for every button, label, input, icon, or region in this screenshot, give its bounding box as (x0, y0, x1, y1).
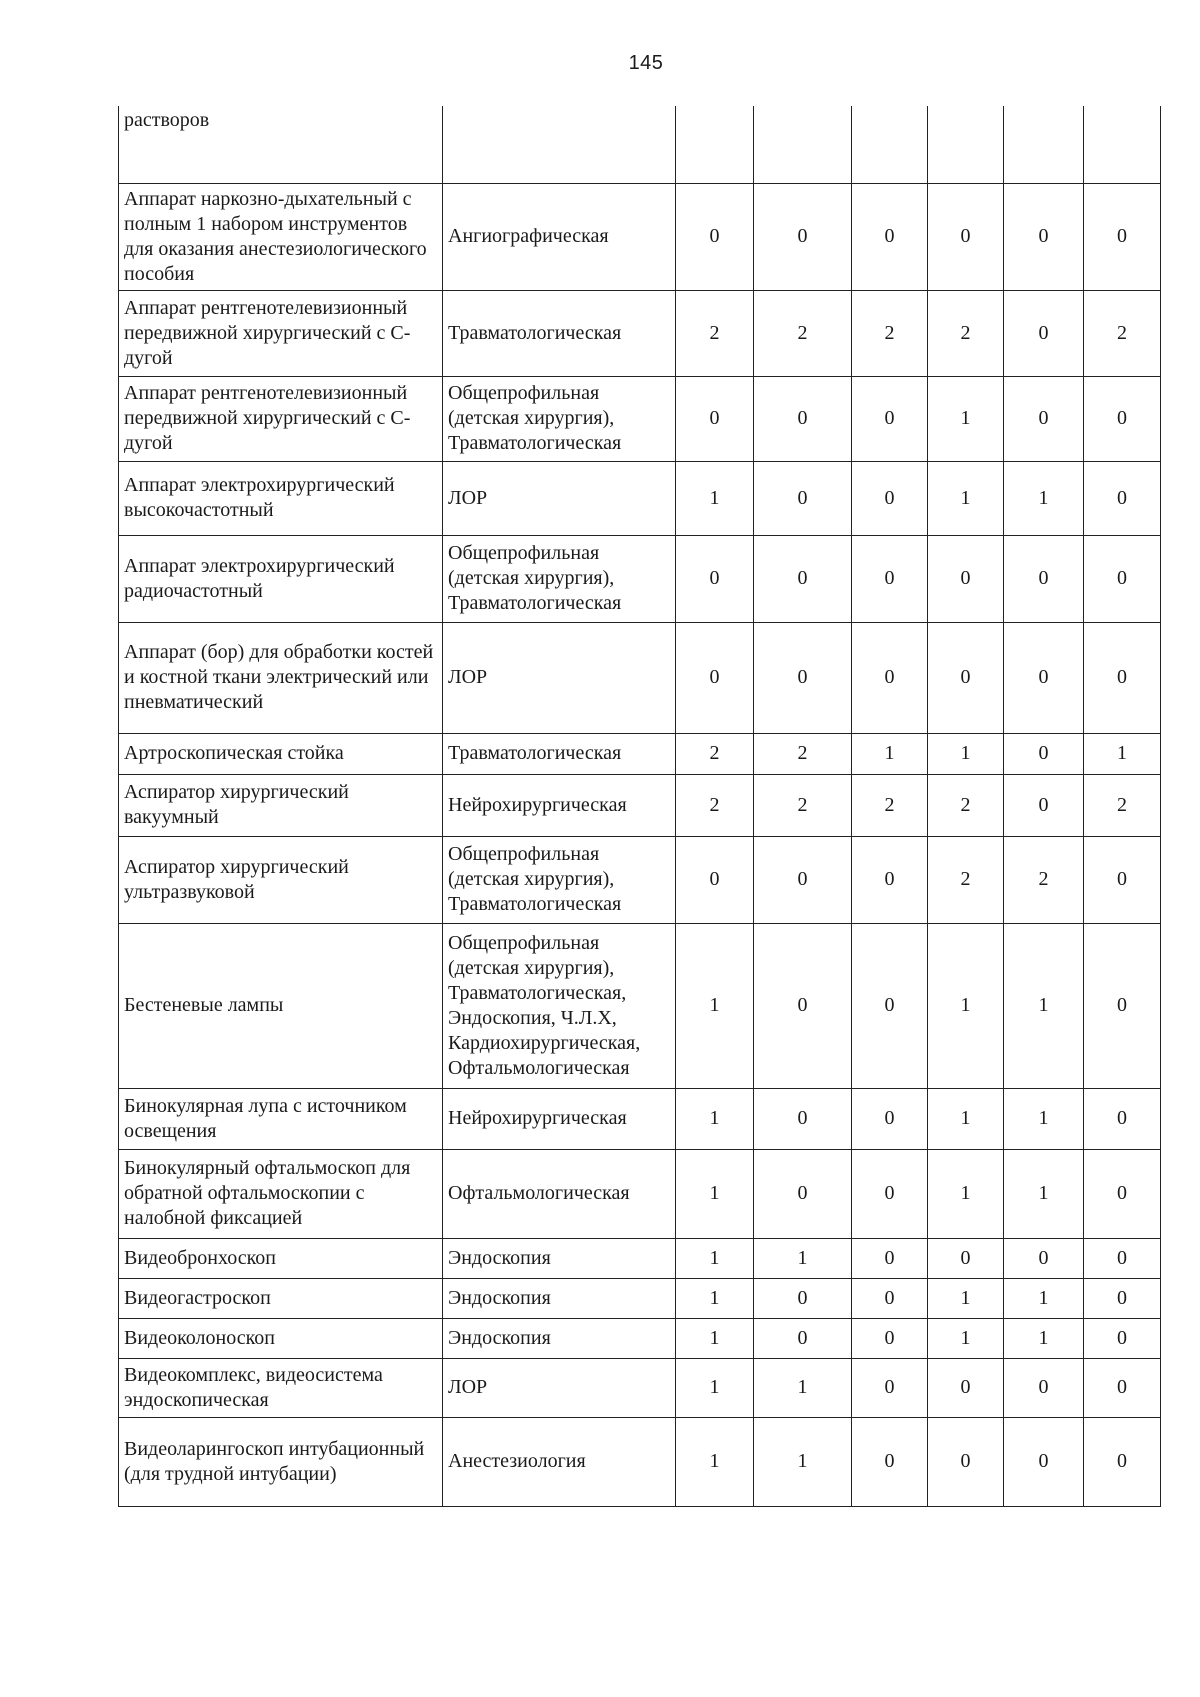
value-cell: 0 (852, 1088, 928, 1149)
equipment-name-cell: Аппарат (бор) для обработки костей и костной ткани электрический или пневматический (119, 622, 443, 733)
value-cell: 0 (852, 1238, 928, 1278)
value-cell: 2 (754, 290, 852, 376)
value-cell: 1 (1004, 1318, 1084, 1358)
department-cell: Общепрофильная (детская хирургия), Травматологическая (443, 836, 676, 923)
value-cell: 1 (676, 1318, 754, 1358)
page-number: 145 (628, 52, 664, 74)
department-cell: Эндоскопия (443, 1318, 676, 1358)
equipment-name-cell: Аспиратор хирургический ультразвуковой (119, 836, 443, 923)
value-cell: 0 (676, 376, 754, 461)
value-cell: 0 (1004, 1238, 1084, 1278)
value-cell: 0 (1084, 376, 1161, 461)
value-cell: 1 (676, 461, 754, 535)
value-cell: 1 (1004, 1149, 1084, 1238)
value-cell: 2 (754, 733, 852, 774)
equipment-name-cell: Аппарат электрохирургический радиочастотный (119, 535, 443, 622)
value-cell: 0 (754, 183, 852, 290)
table-row (119, 1278, 1161, 1318)
value-cell: 0 (754, 836, 852, 923)
table-row (119, 733, 1161, 774)
value-cell: 0 (928, 622, 1004, 733)
equipment-name-cell: Аппарат рентгенотелевизионный передвижной хирургический с С-дугой (119, 376, 443, 461)
value-cell: 1 (928, 1088, 1004, 1149)
value-cell: 0 (1084, 1149, 1161, 1238)
value-cell: 0 (928, 1238, 1004, 1278)
value-cell (1004, 106, 1084, 183)
value-cell: 2 (676, 733, 754, 774)
value-cell: 0 (1084, 1088, 1161, 1149)
department-cell (443, 106, 676, 183)
department-cell: Офтальмологическая (443, 1149, 676, 1238)
table-row (119, 774, 1161, 836)
value-cell: 2 (928, 290, 1004, 376)
value-cell: 0 (754, 923, 852, 1088)
equipment-table (118, 106, 1161, 1507)
department-cell: Эндоскопия (443, 1278, 676, 1318)
value-cell: 2 (928, 774, 1004, 836)
value-cell (1084, 106, 1161, 183)
value-cell: 0 (1084, 535, 1161, 622)
value-cell: 1 (852, 733, 928, 774)
value-cell: 2 (676, 774, 754, 836)
value-cell: 0 (1004, 535, 1084, 622)
equipment-name-cell: Видеобронхоскоп (119, 1238, 443, 1278)
value-cell: 1 (928, 376, 1004, 461)
value-cell: 0 (1084, 923, 1161, 1088)
value-cell: 1 (1004, 923, 1084, 1088)
value-cell: 0 (754, 535, 852, 622)
value-cell: 0 (1084, 183, 1161, 290)
equipment-name-cell: Бестеневые лампы (119, 923, 443, 1088)
department-cell: Нейрохирургическая (443, 1088, 676, 1149)
value-cell: 1 (676, 1358, 754, 1417)
department-cell: Нейрохирургическая (443, 774, 676, 836)
value-cell: 1 (1084, 733, 1161, 774)
value-cell: 0 (928, 1417, 1004, 1506)
value-cell: 1 (676, 1238, 754, 1278)
value-cell (754, 106, 852, 183)
value-cell: 0 (1004, 290, 1084, 376)
department-cell: Общепрофильная (детская хирургия), Травматологическая (443, 535, 676, 622)
value-cell: 2 (1084, 774, 1161, 836)
department-cell: Ангиографическая (443, 183, 676, 290)
department-cell: Травматологическая (443, 733, 676, 774)
value-cell: 0 (852, 1417, 928, 1506)
value-cell: 0 (1004, 774, 1084, 836)
table-row (119, 1318, 1161, 1358)
value-cell: 0 (1084, 836, 1161, 923)
value-cell: 0 (852, 376, 928, 461)
value-cell: 1 (676, 1278, 754, 1318)
value-cell: 1 (676, 1417, 754, 1506)
value-cell: 0 (1084, 1358, 1161, 1417)
department-cell: Травматологическая (443, 290, 676, 376)
value-cell: 1 (676, 923, 754, 1088)
value-cell: 1 (1004, 1278, 1084, 1318)
value-cell: 0 (852, 461, 928, 535)
value-cell: 1 (1004, 461, 1084, 535)
value-cell: 0 (1084, 1417, 1161, 1506)
value-cell: 0 (852, 836, 928, 923)
value-cell (676, 106, 754, 183)
value-cell: 0 (754, 376, 852, 461)
table-row (119, 622, 1161, 733)
value-cell: 0 (1004, 183, 1084, 290)
value-cell: 1 (928, 1318, 1004, 1358)
department-cell: Эндоскопия (443, 1238, 676, 1278)
value-cell: 0 (754, 1278, 852, 1318)
equipment-name-cell: Бинокулярный офтальмоскоп для обратной офтальмоскопии с налобной фиксацией (119, 1149, 443, 1238)
department-cell: Общепрофильная (детская хирургия), Травматологическая (443, 376, 676, 461)
equipment-name-cell: Видеоколоноскоп (119, 1318, 443, 1358)
value-cell: 1 (754, 1238, 852, 1278)
table-row (119, 290, 1161, 376)
equipment-name-cell: Артроскопическая стойка (119, 733, 443, 774)
value-cell (928, 106, 1004, 183)
value-cell: 0 (852, 535, 928, 622)
value-cell: 0 (852, 1278, 928, 1318)
equipment-name-cell: Видеокомплекс, видеосистема эндоскопическая (119, 1358, 443, 1417)
value-cell: 0 (1004, 622, 1084, 733)
value-cell: 2 (1004, 836, 1084, 923)
department-cell: ЛОР (443, 622, 676, 733)
value-cell: 0 (676, 535, 754, 622)
value-cell: 1 (1004, 1088, 1084, 1149)
value-cell: 0 (754, 1088, 852, 1149)
table-row (119, 923, 1161, 1088)
value-cell: 2 (852, 290, 928, 376)
value-cell: 0 (852, 1149, 928, 1238)
value-cell: 0 (1004, 1417, 1084, 1506)
department-cell: ЛОР (443, 1358, 676, 1417)
value-cell: 0 (928, 535, 1004, 622)
equipment-name-cell: Аспиратор хирургический вакуумный (119, 774, 443, 836)
value-cell: 0 (1004, 376, 1084, 461)
equipment-name-cell: Видеоларингоскоп интубационный (для трудной интубации) (119, 1417, 443, 1506)
value-cell: 0 (754, 622, 852, 733)
value-cell: 0 (1004, 1358, 1084, 1417)
equipment-name-cell: Видеогастроскоп (119, 1278, 443, 1318)
value-cell: 0 (1084, 1238, 1161, 1278)
table-row (119, 106, 1161, 183)
value-cell: 1 (754, 1417, 852, 1506)
value-cell: 0 (852, 183, 928, 290)
table-row (119, 1417, 1161, 1506)
value-cell: 0 (676, 183, 754, 290)
table-row (119, 1238, 1161, 1278)
equipment-name-cell: Аппарат электрохирургический высокочастотный (119, 461, 443, 535)
value-cell: 0 (1084, 1278, 1161, 1318)
value-cell (852, 106, 928, 183)
value-cell: 0 (928, 183, 1004, 290)
table-row (119, 535, 1161, 622)
table-row (119, 1088, 1161, 1149)
equipment-name-cell: растворов (119, 106, 443, 183)
value-cell: 0 (852, 1358, 928, 1417)
value-cell: 2 (676, 290, 754, 376)
value-cell: 1 (676, 1149, 754, 1238)
value-cell: 2 (852, 774, 928, 836)
equipment-name-cell: Аппарат наркозно-дыхательный с полным 1 набором инструментов для оказания анестезиологического пособия (119, 183, 443, 290)
table-row (119, 376, 1161, 461)
value-cell: 0 (1084, 461, 1161, 535)
value-cell: 0 (1084, 1318, 1161, 1358)
department-cell: ЛОР (443, 461, 676, 535)
value-cell: 1 (754, 1358, 852, 1417)
value-cell: 2 (928, 836, 1004, 923)
department-cell: Анестезиология (443, 1417, 676, 1506)
table-row (119, 1149, 1161, 1238)
value-cell: 1 (928, 733, 1004, 774)
table-row (119, 1358, 1161, 1417)
table-row (119, 836, 1161, 923)
value-cell: 0 (852, 622, 928, 733)
value-cell: 0 (1084, 622, 1161, 733)
value-cell: 0 (754, 1318, 852, 1358)
value-cell: 0 (852, 1318, 928, 1358)
equipment-name-cell: Аппарат рентгенотелевизионный передвижной хирургический с С-дугой (119, 290, 443, 376)
value-cell: 1 (928, 1278, 1004, 1318)
table-row (119, 183, 1161, 290)
value-cell: 0 (928, 1358, 1004, 1417)
value-cell: 1 (928, 461, 1004, 535)
value-cell: 0 (1004, 733, 1084, 774)
value-cell: 0 (852, 923, 928, 1088)
value-cell: 0 (754, 461, 852, 535)
value-cell: 1 (676, 1088, 754, 1149)
value-cell: 0 (676, 622, 754, 733)
department-cell: Общепрофильная (детская хирургия), Травматологическая, Эндоскопия, Ч.Л.Х, Кардиохирургическая, Офтальмологическая (443, 923, 676, 1088)
value-cell: 2 (754, 774, 852, 836)
value-cell: 0 (754, 1149, 852, 1238)
value-cell: 0 (676, 836, 754, 923)
value-cell: 2 (1084, 290, 1161, 376)
table-row (119, 461, 1161, 535)
equipment-table-container (118, 106, 1160, 1507)
equipment-name-cell: Бинокулярная лупа с источником освещения (119, 1088, 443, 1149)
value-cell: 1 (928, 923, 1004, 1088)
value-cell: 1 (928, 1149, 1004, 1238)
